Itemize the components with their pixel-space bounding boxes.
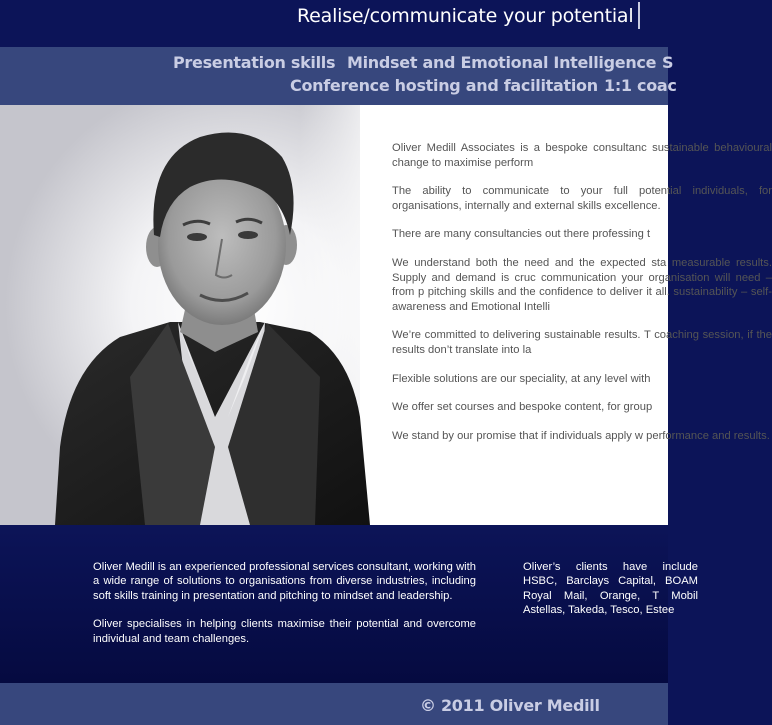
intro-paragraph: We offer set courses and bespoke content, for group (392, 401, 653, 414)
site-tagline: Realise/communicate your potential (297, 5, 634, 27)
hero-section (0, 105, 772, 525)
nav-mindset-emotional-intelligence[interactable]: Mindset and Emotional Intelligence (347, 53, 657, 72)
site-header (0, 0, 668, 47)
nav-item-partial[interactable]: S (662, 53, 674, 72)
footer-about-paragraph: Oliver Medill is an experienced professional services consultant, working with a wide range of solutions to organisations from diverse industries, including soft skills training in presentation and pitching to mindset and leadership. (93, 561, 476, 602)
intro-paragraph: Oliver Medill Associates is a bespoke consultanc sustainable behavioural change to maximise perform (392, 142, 772, 169)
footer-about (93, 560, 476, 660)
header-divider (638, 2, 640, 29)
intro-paragraph: We stand by our promise that if individuals apply w performance and results. (392, 429, 770, 442)
intro-paragraph: We’re committed to delivering sustainable results. T coaching session, if the results don’t translate into la (392, 329, 772, 356)
copyright-bar (0, 683, 668, 725)
footer-clients (523, 560, 698, 632)
nav-one-to-one-coaching[interactable]: 1:1 coac (604, 76, 677, 95)
intro-paragraph: We understand both the need and the expected sta measurable results. Supply and demand is cruc communication your organisation will need – from p pitching skills and the confidence to deliver it all. sustainability – self-awareness and Emotional Intelli (392, 256, 772, 313)
intro-paragraph: There are many consultancies out there professing t (392, 228, 651, 241)
footer-clients-paragraph: Oliver’s clients have include HSBC, Barclays Capital, BOAM Royal Mail, Orange, T Mobil Astellas, Takeda, Tesco, Estee (523, 561, 698, 617)
footer-about-paragraph: Oliver specialises in helping clients maximise their potential and overcome individual and team challenges. (93, 618, 476, 645)
portrait-photo (50, 117, 380, 525)
footer-info (0, 525, 698, 683)
intro-paragraph: Flexible solutions are our speciality, at any level with (392, 372, 651, 385)
main-nav (0, 47, 677, 105)
nav-presentation-skills[interactable]: Presentation skills (173, 53, 336, 72)
intro-paragraph: The ability to communicate to your full potential individuals, for organisations, internally and external skills excellence. (392, 185, 772, 212)
nav-conference-hosting[interactable]: Conference hosting and facilitation (290, 76, 598, 95)
intro-copy (392, 141, 772, 457)
copyright-text: © 2011 Oliver Medill (420, 696, 600, 715)
